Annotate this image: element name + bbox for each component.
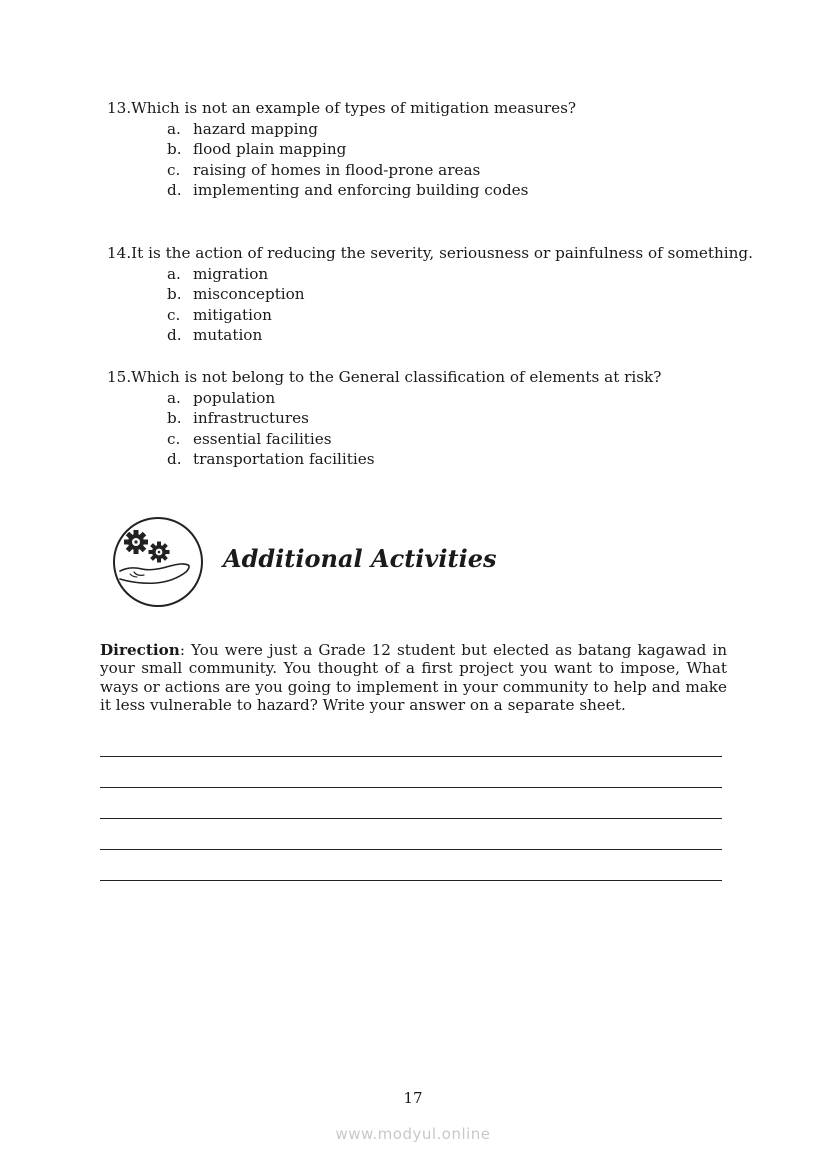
answer-line[interactable] — [100, 849, 722, 850]
choice-d — [107, 180, 576, 201]
answer-line[interactable] — [100, 756, 722, 757]
choice-letter: c. — [167, 160, 181, 179]
choice-letter: c. — [167, 305, 181, 324]
question-15 — [107, 367, 661, 470]
answer-line[interactable] — [100, 880, 722, 881]
choice-a — [107, 264, 753, 285]
choice-d — [107, 449, 661, 470]
question-stem — [107, 243, 753, 264]
gears-in-hand-icon — [112, 516, 204, 608]
choice-c — [107, 160, 576, 181]
choice-letter: d. — [167, 181, 182, 200]
question-number: 14. — [107, 244, 132, 262]
choice-text: raising of homes in flood-prone areas — [193, 160, 481, 179]
choice-text: misconception — [193, 285, 305, 304]
choice-letter: b. — [167, 285, 182, 304]
choice-b — [107, 139, 576, 160]
choice-text: mutation — [193, 326, 263, 345]
question-number: 15. — [107, 368, 132, 386]
choice-a — [107, 119, 576, 140]
direction-text: : You were just a Grade 12 student but elected as batang kagawad in your small community. You thought of a first project you want to impose, What ways or actions are you going to implement in your community to help and make it less vulnerable to hazard? Write your answer on a separate sheet. — [100, 641, 727, 715]
direction-label: Direction — [100, 641, 180, 659]
question-text: It is the action of reducing the severity, seriousness or painfulness of something. — [131, 244, 753, 262]
choice-text: transportation facilities — [193, 450, 375, 469]
choice-text: essential facilities — [193, 429, 332, 448]
choice-letter: d. — [167, 326, 182, 345]
choice-text: implementing and enforcing building codes — [193, 181, 529, 200]
watermark: www.modyul.online — [335, 1125, 491, 1143]
question-13 — [107, 98, 576, 201]
page-number: 17 — [403, 1089, 423, 1107]
choice-letter: b. — [167, 140, 182, 159]
choice-text: infrastructures — [193, 409, 309, 428]
direction-paragraph — [100, 641, 727, 715]
section-title: Additional Activities — [223, 544, 497, 573]
choice-letter: a. — [167, 119, 181, 138]
choice-letter: a. — [167, 388, 181, 407]
choice-list — [107, 119, 576, 201]
choice-letter: a. — [167, 264, 181, 283]
choice-list — [107, 264, 753, 346]
choice-d — [107, 325, 753, 346]
choice-text: flood plain mapping — [193, 140, 347, 159]
question-stem — [107, 98, 576, 119]
choice-c — [107, 305, 753, 326]
choice-letter: b. — [167, 409, 182, 428]
choice-letter: d. — [167, 450, 182, 469]
choice-a — [107, 388, 661, 409]
choice-text: hazard mapping — [193, 119, 318, 138]
choice-b — [107, 408, 661, 429]
question-stem — [107, 367, 661, 388]
choice-text: mitigation — [193, 305, 272, 324]
question-text: Which is not belong to the General classification of elements at risk? — [131, 368, 662, 386]
question-text: Which is not an example of types of mitigation measures? — [131, 99, 577, 117]
question-number: 13. — [107, 99, 132, 117]
answer-line[interactable] — [100, 818, 722, 819]
choice-text: population — [193, 388, 276, 407]
choice-b — [107, 284, 753, 305]
question-14 — [107, 243, 753, 346]
choice-letter: c. — [167, 429, 181, 448]
choice-text: migration — [193, 264, 269, 283]
answer-line[interactable] — [100, 787, 722, 788]
choice-list — [107, 388, 661, 470]
choice-c — [107, 429, 661, 450]
